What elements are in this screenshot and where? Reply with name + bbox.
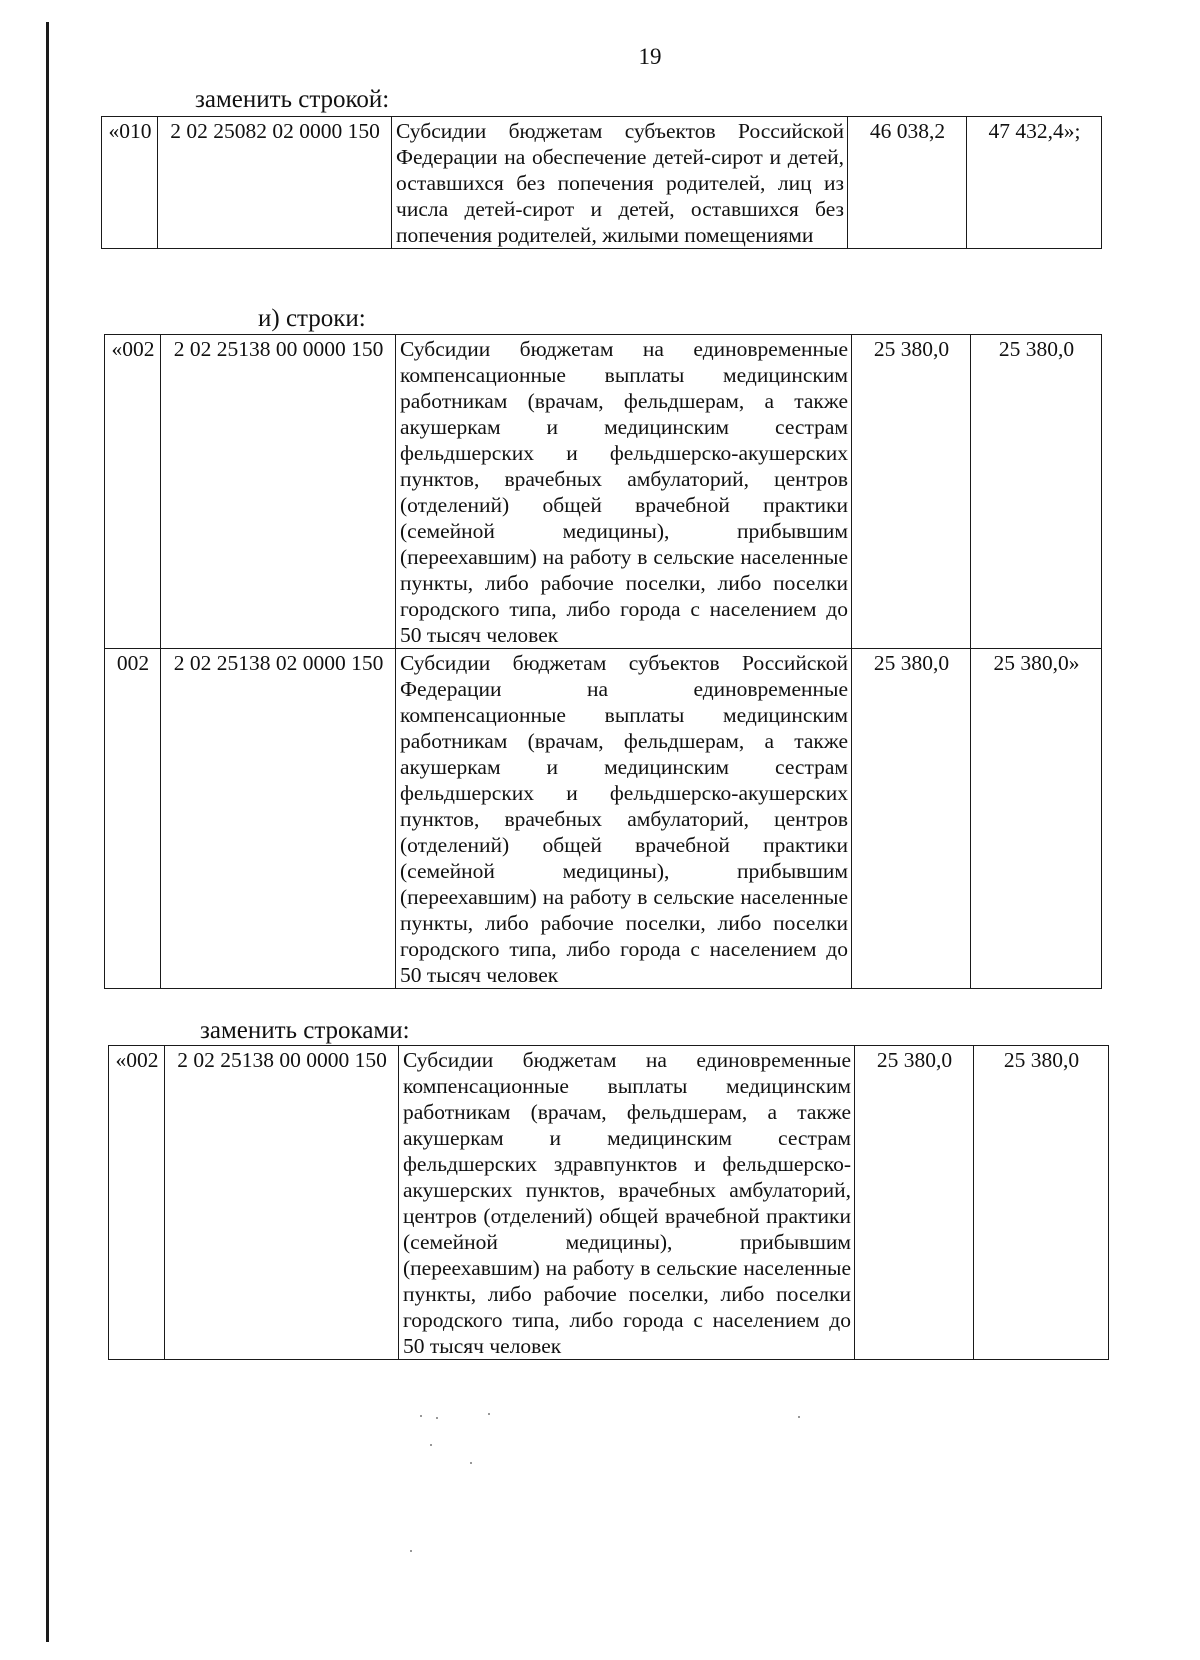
page-number: 19 — [638, 44, 662, 69]
row-description: Субсидии бюджетам на единовременные компенсационные выплаты медицинским работникам (врачам, фельдшерам, а также акушеркам и медицинским сестрам фельдшерских и фельдшерско-акушерских пунктов, врачебных амбулаторий, центров (отделений) общей врачебной практики (семейной медицины), прибывшим (переехавшим) на работу в сельские населенные пункты, либо рабочие поселки, либо поселки городского типа, либо города с населением до 50 тысяч человек — [396, 335, 852, 649]
table-row — [105, 335, 1102, 649]
scan-speck — [470, 1462, 472, 1464]
amount-year-1: 25 380,0 — [855, 1046, 974, 1360]
amount-year-2: 25 380,0» — [971, 649, 1102, 989]
table-row — [109, 1046, 1109, 1360]
table-replace-rows — [108, 1045, 1109, 1360]
budget-classification-code: 2 02 25138 00 0000 150 — [165, 1046, 399, 1360]
table-row — [105, 649, 1102, 989]
section-label-replace-row: заменить строкой: — [195, 86, 390, 113]
scan-speck — [430, 1444, 432, 1446]
amount-year-1: 25 380,0 — [852, 335, 971, 649]
section-label-replace-rows: заменить строками: — [200, 1017, 410, 1044]
row-code: «002 — [109, 1046, 165, 1360]
row-code: «002 — [105, 335, 161, 649]
budget-classification-code: 2 02 25138 02 0000 150 — [161, 649, 396, 989]
amount-year-1: 25 380,0 — [852, 649, 971, 989]
amount-year-2: 25 380,0 — [971, 335, 1102, 649]
binding-margin-line — [46, 22, 49, 1642]
table-replace-row — [101, 116, 1102, 249]
scan-speck — [488, 1413, 490, 1415]
scan-speck — [420, 1415, 422, 1417]
section-label-rows: и) строки: — [258, 305, 366, 332]
table-row — [102, 117, 1102, 249]
scan-speck — [798, 1416, 800, 1418]
amount-year-1: 46 038,2 — [848, 117, 967, 249]
scan-speck — [436, 1417, 438, 1419]
table-rows — [104, 334, 1102, 989]
amount-year-2: 25 380,0 — [974, 1046, 1109, 1360]
row-code: 002 — [105, 649, 161, 989]
row-description: Субсидии бюджетам субъектов Российской Федерации на единовременные компенсационные выплаты медицинским работникам (врачам, фельдшерам, а также акушеркам и медицинским сестрам фельдшерских и фельдшерско-акушерских пунктов, врачебных амбулаторий, центров (отделений) общей врачебной практики (семейной медицины), прибывшим (переехавшим) на работу в сельские населенные пункты, либо рабочие поселки, либо поселки городского типа, либо города с населением до 50 тысяч человек — [396, 649, 852, 989]
amount-year-2: 47 432,4»; — [967, 117, 1102, 249]
budget-classification-code: 2 02 25138 00 0000 150 — [161, 335, 396, 649]
budget-classification-code: 2 02 25082 02 0000 150 — [158, 117, 392, 249]
row-code: «010 — [102, 117, 158, 249]
scan-speck — [410, 1550, 412, 1552]
row-description: Субсидии бюджетам на единовременные компенсационные выплаты медицинским работникам (врачам, фельдшерам, а также акушеркам и медицинским сестрам фельдшерских здравпунктов и фельдшерско-акушерских пунктов, врачебных амбулаторий, центров (отделений) общей врачебной практики (семейной медицины), прибывшим (переехавшим) на работу в сельские населенные пункты, либо рабочие поселки, либо поселки городского типа, либо города с населением до 50 тысяч человек — [399, 1046, 855, 1360]
row-description: Субсидии бюджетам субъектов Российской Федерации на обеспечение детей-сирот и детей, оставшихся без попечения родителей, лиц из числа детей-сирот и детей, оставшихся без попечения родителей, жилыми помещениями — [392, 117, 848, 249]
